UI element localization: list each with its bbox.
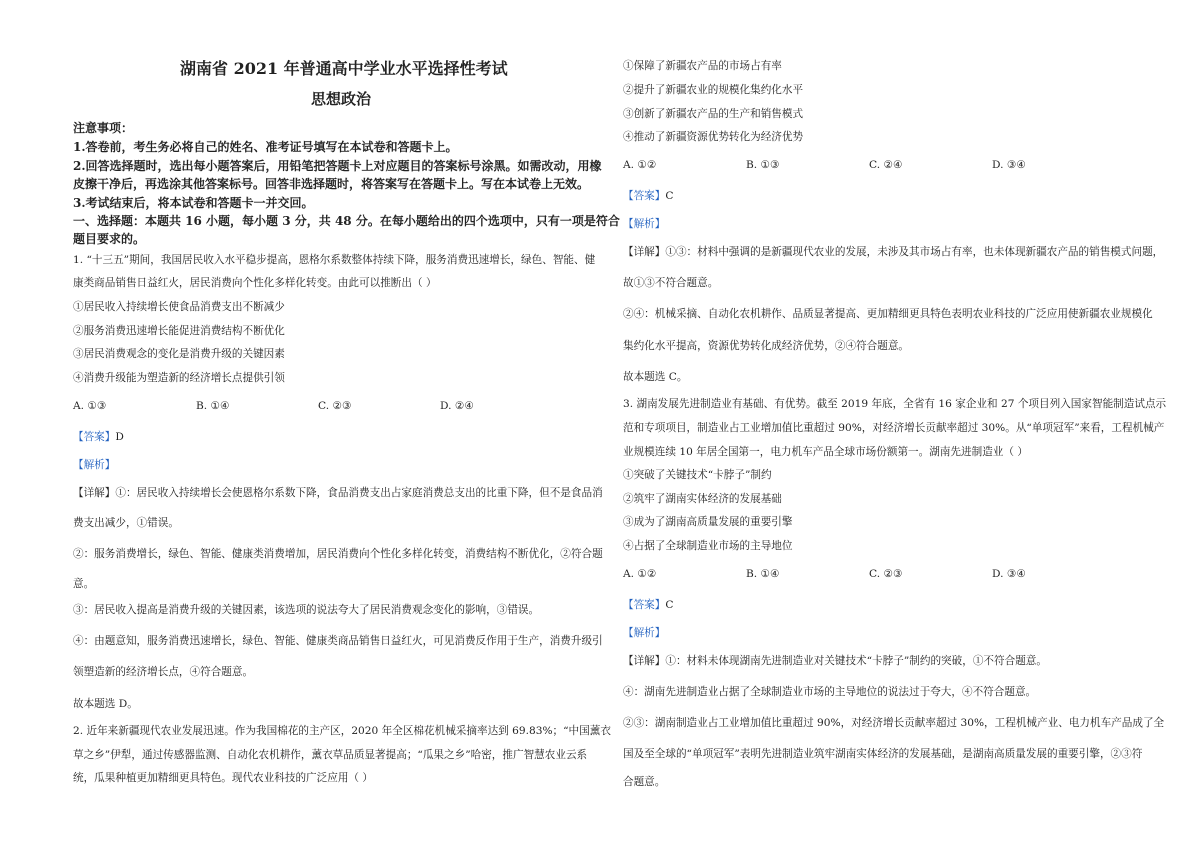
q3-statement-3: ③成为了湖南高质量发展的重要引擎: [623, 516, 793, 528]
q2-detail-2b: 集约化水平提高，资源优势转化成经济优势，②④符合题意。: [623, 340, 910, 352]
q3-stem-line1: 3. 湖南发展先进制造业有基础、有优势。截至 2019 年底，全省有 16 家企业和 27 个项目列入国家智能制造试点示: [623, 398, 1167, 410]
q2-detail-1a: 【详解】①③：材料中强调的是新疆现代农业的发展，未涉及其市场占有率，也未体现新疆农产品的销售模式问题，: [623, 246, 1164, 258]
q1-statement-3: ③居民消费观念的变化是消费升级的关键因素: [73, 348, 285, 360]
q3-answer: 【答案】C: [623, 599, 674, 611]
q3-detail-3a: ②③：湖南制造业占工业增加值比重超过 90%，对经济增长贡献率超过 30%，工程机械产业、电力机车产品成了全: [623, 717, 1165, 729]
q2-detail-1b: 故①③不符合题意。: [623, 277, 719, 289]
section-heading-line1: 一、选择题：本题共 16 小题，每小题 3 分，共 48 分。在每小题给出的四个选项中，只有一项是符合: [73, 214, 620, 228]
q2-stem-line2: 草之乡”伊犁，通过传感器监测、自动化农机耕作，薰衣草品质显著提高；“瓜果之乡”哈密，推广智慧农业云系: [73, 749, 588, 761]
q3-statement-4: ④占据了全球制造业市场的主导地位: [623, 540, 793, 552]
q2-answer: 【答案】C: [623, 190, 674, 202]
q1-detail-1a: 【详解】①：居民收入持续增长会使恩格尔系数下降，食品消费支出占家庭消费总支出的比重下降，但不是食品消: [73, 487, 603, 499]
q2-stem-line3: 统，瓜果种植更加精细更具特色。现代农业科技的广泛应用（ ）: [73, 772, 373, 784]
q1-detail-2a: ②：服务消费增长，绿色、智能、健康类消费增加，居民消费向个性化多样化转变，消费结构不断优化，②符合题: [73, 548, 603, 560]
page-title: 湖南省 2021 年普通高中学业水平选择性考试: [180, 59, 508, 78]
q1-option-a: A. ①③: [73, 400, 107, 412]
q3-statement-2: ②筑牢了湖南实体经济的发展基础: [623, 493, 782, 505]
q1-detail-4b: 领塑造新的经济增长点，④符合题意。: [73, 666, 254, 678]
q3-stem-line2: 范和专项项目，制造业占工业增加值比重超过 90%，对经济增长贡献率超过 30%。从“单项冠军”来看，工程机械产: [623, 422, 1165, 434]
q3-detail-3c: 合题意。: [623, 776, 666, 788]
q3-detail-1: 【详解】①：材料未体现湖南先进制造业对关键技术“卡脖子”制约的突破，①不符合题意。: [623, 655, 1047, 667]
q1-detail-2b: 意。: [73, 578, 95, 590]
q1-choose: 故本题选 D。: [73, 698, 138, 710]
q3-analysis-label: 【解析】: [623, 627, 666, 639]
q3-option-c: C. ②③: [869, 568, 903, 580]
q2-option-a: A. ①②: [623, 159, 657, 171]
q2-analysis-label: 【解析】: [623, 218, 666, 230]
q2-statement-1: ①保障了新疆农产品的市场占有率: [623, 60, 782, 72]
q1-statement-1: ①居民收入持续增长使食品消费支出不断减少: [73, 301, 285, 313]
q2-statement-2: ②提升了新疆农业的规模化集约化水平: [623, 84, 804, 96]
q1-answer: 【答案】D: [73, 431, 124, 443]
q3-option-b: B. ①④: [746, 568, 780, 580]
q2-choose: 故本题选 C。: [623, 371, 688, 383]
q1-option-c: C. ②③: [318, 400, 352, 412]
q2-option-c: C. ②④: [869, 159, 903, 171]
note-3: 3.考试结束后，将本试卷和答题卡一并交回。: [73, 196, 314, 210]
q1-stem-line1: 1. “十三五”期间，我国居民收入水平稳步提高，恩格尔系数整体持续下降，服务消费迅速增长，绿色、智能、健: [73, 254, 596, 266]
q1-option-d: D. ②④: [440, 400, 474, 412]
q2-stem-line1: 2. 近年来新疆现代农业发展迅速。作为我国棉花的主产区，2020 年全区棉花机械采摘率达到 69.83%；“中国薰衣: [73, 725, 611, 737]
q1-analysis-label: 【解析】: [73, 459, 116, 471]
q1-detail-3: ③：居民收入提高是消费升级的关键因素，该选项的说法夸大了居民消费观念变化的影响，③错误。: [73, 604, 540, 616]
q3-detail-3b: 国及至全球的“单项冠军”表明先进制造业筑牢湖南实体经济的发展基础，是湖南高质量发展的重要引擎，②③符: [623, 748, 1143, 760]
notes-heading: 注意事项：: [73, 121, 134, 135]
q1-stem-line2: 康类商品销售日益红火，居民消费向个性化多样化转变。由此可以推断出（ ）: [73, 277, 437, 289]
q3-option-d: D. ③④: [992, 568, 1026, 580]
q2-option-b: B. ①③: [746, 159, 780, 171]
section-heading-line2: 题目要求的。: [73, 232, 146, 246]
q3-stem-line3: 业规模连续 10 年居全国第一，电力机车产品全球市场份额第一。湖南先进制造业（ ）: [623, 446, 1028, 458]
q3-statement-1: ①突破了关键技术“卡脖子”制约: [623, 469, 772, 481]
q1-statement-4: ④消费升级能为塑造新的经济增长点提供引领: [73, 372, 285, 384]
q1-option-b: B. ①④: [196, 400, 230, 412]
q1-statement-2: ②服务消费迅速增长能促进消费结构不断优化: [73, 325, 285, 337]
note-1: 1.答卷前，考生务必将自己的姓名、准考证号填写在本试卷和答题卡上。: [73, 140, 458, 154]
q2-statement-3: ③创新了新疆农产品的生产和销售模式: [623, 108, 804, 120]
q3-detail-2: ④：湖南先进制造业占据了全球制造业市场的主导地位的说法过于夸大，④不符合题意。: [623, 686, 1037, 698]
note-2-line2: 皮擦干净后，再选涂其他答案标号。回答非选择题时，将答案写在答题卡上。写在本试卷上无效。: [73, 177, 590, 191]
page-subtitle: 思想政治: [311, 90, 372, 108]
q2-statement-4: ④推动了新疆资源优势转化为经济优势: [623, 131, 804, 143]
q2-option-d: D. ③④: [992, 159, 1026, 171]
q2-detail-2a: ②④：机械采摘、自动化农机耕作、品质显著提高、更加精细更具特色表明农业科技的广泛应用使新疆农业规模化: [623, 308, 1153, 320]
q3-option-a: A. ①②: [623, 568, 657, 580]
q1-detail-1b: 费支出减少，①错误。: [73, 517, 179, 529]
note-2-line1: 2.回答选择题时，选出每小题答案后，用铅笔把答题卡上对应题目的答案标号涂黑。如需改动，用橡: [73, 159, 602, 173]
q1-detail-4a: ④：由题意知，服务消费迅速增长，绿色、智能、健康类商品销售日益红火，可见消费反作用于生产，消费升级引: [73, 635, 603, 647]
